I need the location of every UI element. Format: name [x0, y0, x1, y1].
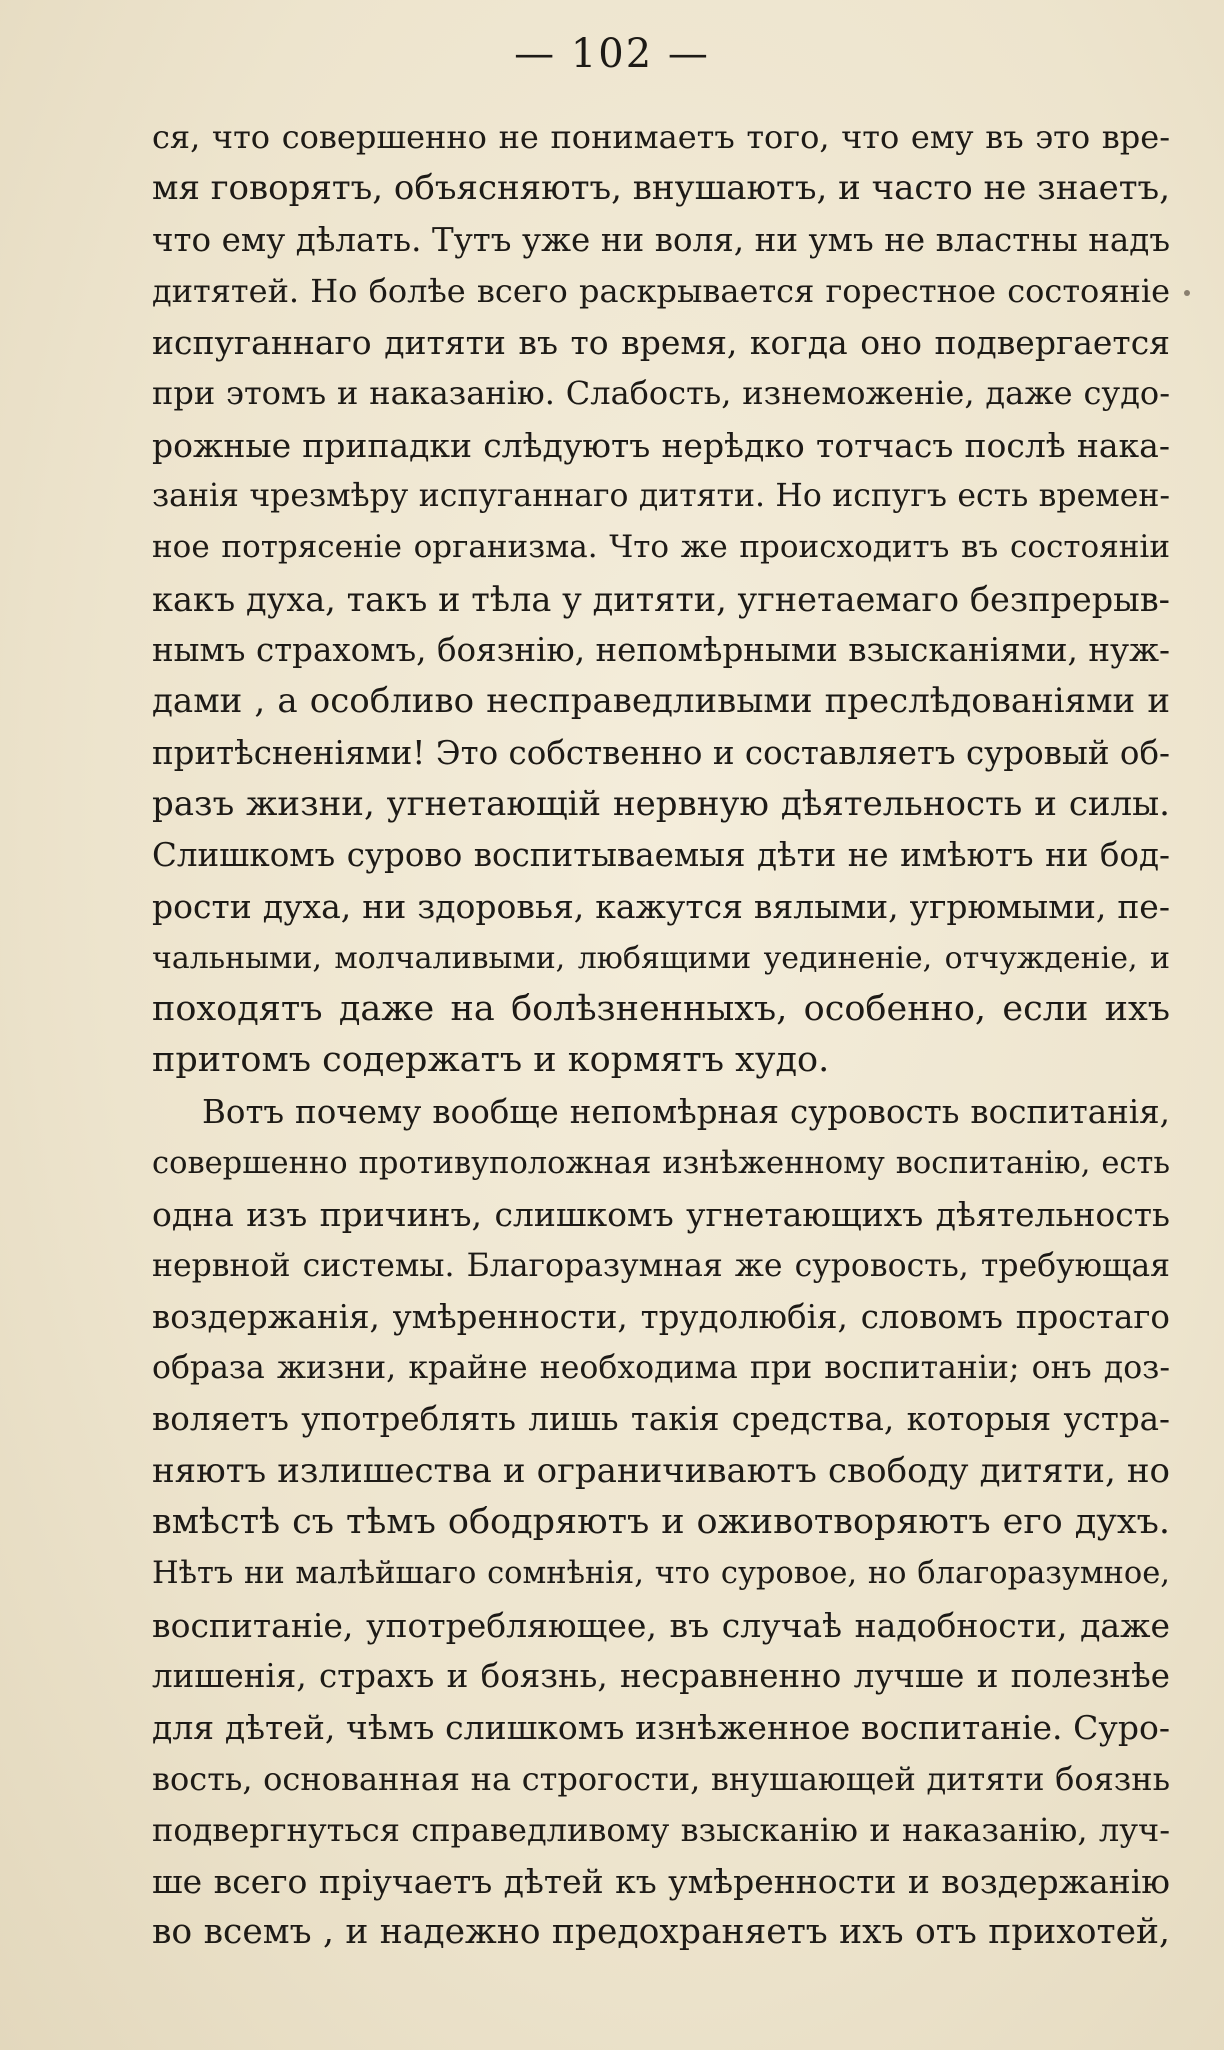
- text-line: занія чрезмѣру испуганнаго дитяти. Но испугъ есть времен-: [152, 478, 1170, 515]
- text-line: воляетъ употреблять лишь такія средства, которыя устра-: [152, 1400, 1170, 1439]
- text-line: дитятей. Но болѣе всего раскрывается горестное состояніе: [152, 271, 1170, 310]
- text-line: ное потрясеніе организма. Что же происходитъ въ состояніи: [152, 529, 1170, 566]
- text-line: рости духа, ни здоровья, кажутся вялыми, угрюмыми, пе-: [152, 887, 1170, 927]
- text-line: притѣсненіями! Это собственно и составляетъ суровый об-: [152, 733, 1170, 772]
- text-line: вость, основанная на строгости, внушающей дитяти боязнь: [152, 1759, 1170, 1798]
- text-line: дами , а особливо несправедливыми преслѣдованіями и: [152, 681, 1170, 722]
- text-line: ся, что совершенно не понимаетъ того, что ему въ это вре-: [152, 118, 1170, 156]
- text-line: вмѣстѣ съ тѣмъ ободряютъ и оживотворяютъ его духъ.: [152, 1502, 1170, 1543]
- text-line: походятъ даже на болѣзненныхъ, особенно, если ихъ: [152, 989, 1170, 1030]
- text-line: воспитаніе, употребляющее, въ случаѣ надобности, даже: [152, 1605, 1170, 1645]
- text-line: испуганнаго дитяти въ то время, когда оно подвергается: [152, 323, 1170, 363]
- text-line: воздержанія, умѣренности, трудолюбія, словомъ простаго: [152, 1297, 1170, 1336]
- text-line: рожные припадки слѣдуютъ нерѣдко тотчасъ послѣ нака-: [152, 425, 1170, 465]
- page-number: — 102 —: [514, 31, 710, 77]
- text-line: что ему дѣлать. Тутъ уже ни воля, ни умъ не властны надъ: [152, 220, 1170, 259]
- text-line: во всемъ , и надежно предохраняетъ ихъ отъ прихотей,: [152, 1912, 1170, 1953]
- text-line: образа жизни, крайне необходима при воспитаніи; онъ доз-: [152, 1350, 1170, 1387]
- text-line: притомъ содержатъ и кормятъ худо.: [152, 1040, 830, 1081]
- text-line: Слишкомъ сурово воспитываемыя дѣти не имѣютъ ни бод-: [152, 836, 1170, 875]
- text-line: Вотъ почему вообще непомѣрная суровость воспитанія,: [202, 1092, 1170, 1131]
- text-line: мя говорятъ, объясняютъ, внушаютъ, и часто не знаетъ,: [152, 168, 1170, 209]
- text-line: для дѣтей, чѣмъ слишкомъ изнѣженное воспитаніе. Суро-: [152, 1708, 1170, 1748]
- body-text: [152, 112, 1170, 1959]
- margin-speck: [1184, 290, 1190, 296]
- text-line: нымъ страхомъ, боязнію, непомѣрными взысканіями, нуж-: [152, 630, 1170, 669]
- text-line: чальными, молчаливыми, любящими уединеніе, отчужденіе, и: [152, 940, 1170, 976]
- text-line: лишенія, страхъ и боязнь, несравненно лучше и полезнѣе: [152, 1656, 1170, 1695]
- text-line: подвергнуться справедливому взысканію и наказанію, луч-: [152, 1810, 1170, 1849]
- text-line: Нѣтъ ни малѣйшаго сомнѣнія, что суровое, но благоразумное,: [152, 1556, 1170, 1592]
- text-line: разъ жизни, угнетающій нервную дѣятельность и силы.: [152, 783, 1170, 824]
- text-line: ше всего пріучаетъ дѣтей къ умѣренности и воздержанію: [152, 1862, 1170, 1902]
- text-line: какъ духа, такъ и тѣла у дитяти, угнетаемаго безпрерыв-: [152, 579, 1170, 619]
- text-line: няютъ излишества и ограничиваютъ свободу дитяти, но: [152, 1450, 1170, 1491]
- text-line: совершенно противуположная изнѣженному воспитанію, есть: [152, 1145, 1170, 1181]
- text-line: при этомъ и наказанію. Слабость, изнеможеніе, даже судо-: [152, 374, 1170, 413]
- text-line: нервной системы. Благоразумная же суровость, требующая: [152, 1247, 1170, 1284]
- text-line: одна изъ причинъ, слишкомъ угнетающихъ дѣятельность: [152, 1195, 1170, 1235]
